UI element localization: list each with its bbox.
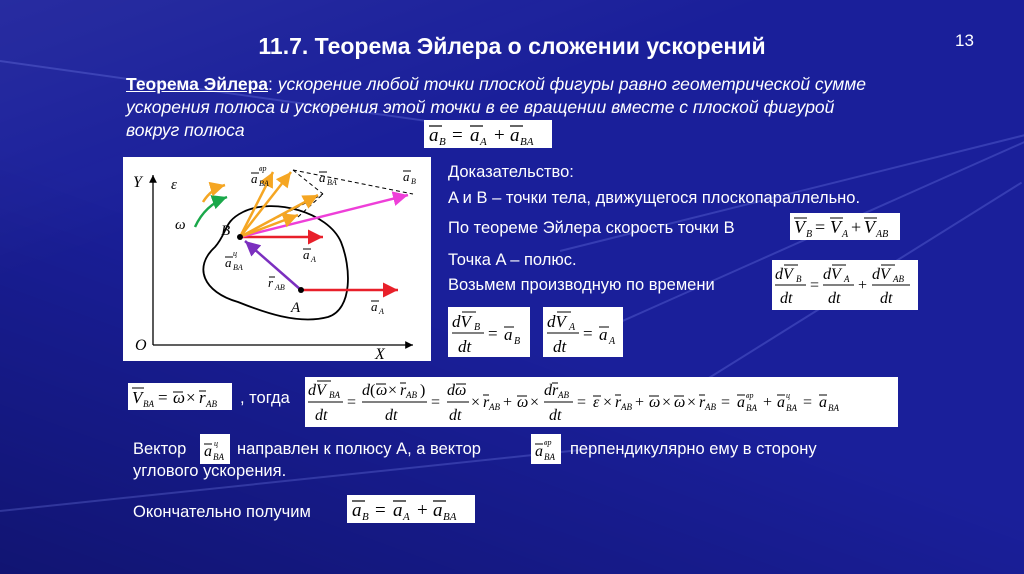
svg-text:BA: BA (544, 452, 555, 462)
svg-text:=: = (158, 388, 168, 407)
theorem-label: Теорема Эйлера (126, 74, 268, 94)
svg-text:ц: ц (233, 249, 237, 258)
svg-text:BA: BA (329, 390, 340, 400)
svg-text:A: A (379, 307, 384, 316)
svg-text:dt: dt (449, 407, 462, 424)
svg-text:+: + (503, 394, 513, 411)
svg-text:=: = (488, 324, 498, 343)
svg-text:dV: dV (775, 266, 793, 283)
svg-text:dt: dt (828, 290, 841, 307)
r-ab-label: r (268, 275, 274, 290)
svg-text:ω: ω (649, 394, 661, 411)
derivative-formula (772, 260, 918, 310)
svg-text:=: = (583, 324, 593, 343)
final-formula (347, 495, 475, 523)
x-axis-label: X (375, 346, 385, 361)
svg-text:AB: AB (489, 402, 500, 412)
svg-text:A: A (844, 274, 850, 284)
svg-text:a: a (504, 325, 513, 344)
svg-text:AB: AB (621, 402, 632, 412)
svg-text:V: V (864, 217, 875, 237)
svg-text:dV: dV (823, 266, 841, 283)
svg-text:вр: вр (746, 391, 754, 400)
theorem-formula (424, 120, 552, 148)
svg-text:dt: dt (549, 407, 562, 424)
svg-text:BA: BA (520, 136, 534, 148)
acceleration-chain-formula (305, 377, 898, 427)
svg-text:A: A (480, 136, 487, 148)
svg-text:a: a (429, 125, 439, 146)
svg-text:=: = (721, 394, 731, 411)
svg-text:ω: ω (173, 388, 186, 407)
svg-text:ω: ω (674, 394, 686, 411)
svg-text:×: × (687, 394, 697, 411)
derivative-b-formula (448, 307, 530, 357)
svg-text:B: B (796, 274, 802, 284)
svg-text:+: + (763, 394, 773, 411)
a-ba-rotational-symbol (531, 434, 561, 464)
svg-text:BA: BA (213, 452, 224, 462)
svg-text:BA: BA (143, 399, 154, 409)
svg-text:AB: AB (558, 390, 569, 400)
svg-text:+: + (417, 500, 428, 521)
svg-text:×: × (662, 394, 672, 411)
svg-text:+: + (851, 217, 862, 237)
svg-text:dt: dt (458, 337, 472, 356)
svg-text:BA: BA (786, 403, 797, 413)
svg-text:(: ( (370, 382, 376, 399)
proof-line-3: Точка A – полюс. (448, 251, 577, 269)
svg-text:+: + (858, 277, 868, 294)
svg-text:AB: AB (893, 274, 904, 284)
page-number: 13 (955, 31, 974, 50)
svg-text:r: r (483, 394, 490, 411)
svg-text:A: A (842, 229, 849, 240)
svg-text:BA: BA (443, 511, 457, 523)
svg-text:B: B (474, 322, 481, 333)
svg-text:B: B (411, 177, 416, 186)
a-b-label: a (403, 169, 410, 184)
svg-text:=: = (803, 394, 813, 411)
svg-text:dt: dt (553, 337, 567, 356)
svg-text:dt: dt (880, 290, 893, 307)
svg-text:dV: dV (872, 266, 890, 283)
svg-text:AB: AB (705, 402, 716, 412)
svg-text:dω: dω (447, 382, 467, 399)
svg-text:a: a (599, 325, 608, 344)
svg-text:a: a (819, 394, 827, 411)
svg-text:V: V (132, 388, 143, 407)
svg-text:вр: вр (544, 438, 552, 447)
svg-text:a: a (352, 500, 362, 521)
a-ba-centripetal-symbol (200, 434, 230, 464)
velocity-formula (790, 213, 900, 240)
svg-text:a: a (470, 125, 480, 146)
svg-text:a: a (510, 125, 520, 146)
vector-sentence-part2: направлен к полюсу A, а вектор (237, 440, 481, 458)
svg-text:a: a (393, 500, 403, 521)
theorem-colon: : (268, 74, 273, 94)
svg-text:dV: dV (547, 312, 566, 331)
slide-title: 11.7. Теорема Эйлера о сложении ускорений (258, 33, 766, 59)
svg-text:V: V (830, 217, 841, 237)
svg-text:a: a (737, 394, 745, 411)
svg-text:BA: BA (259, 179, 269, 188)
svg-text:a: a (777, 394, 785, 411)
kinematics-diagram (123, 157, 431, 361)
proof-line-4: Возьмем производную по времени (448, 276, 715, 294)
svg-text:B: B (362, 511, 369, 523)
svg-text:dt: dt (780, 290, 793, 307)
proof-line-2: По теореме Эйлера скорость точки B (448, 219, 735, 237)
a-a-label: a (303, 247, 310, 262)
svg-text:A: A (609, 336, 616, 347)
svg-text:A: A (403, 511, 410, 523)
svg-text:=: = (815, 217, 826, 237)
svg-text:r: r (199, 388, 206, 407)
svg-text:×: × (388, 382, 398, 399)
svg-text:×: × (603, 394, 613, 411)
svg-text:ц: ц (214, 439, 218, 448)
a-a-label-2: a (371, 299, 378, 314)
svg-text:a: a (204, 443, 212, 460)
svg-text:a: a (433, 500, 443, 521)
svg-text:AB: AB (876, 229, 889, 240)
svg-text:=: = (375, 500, 386, 521)
svg-text:BA: BA (327, 178, 337, 187)
derivative-a-formula (543, 307, 623, 357)
svg-text:вр: вр (259, 164, 267, 173)
svg-text:dV: dV (452, 312, 471, 331)
svg-text:a: a (535, 443, 543, 460)
svg-text:ц: ц (786, 391, 790, 400)
svg-text:BA: BA (746, 403, 757, 413)
svg-text:r: r (615, 394, 622, 411)
point-a-label: A (291, 300, 301, 316)
svg-text:A: A (569, 322, 576, 333)
point-b-label: B (221, 223, 231, 239)
svg-text:r: r (400, 382, 407, 399)
svg-text:r: r (699, 394, 706, 411)
svg-text:AB: AB (275, 283, 285, 292)
a-ba-c-label: a (225, 255, 232, 270)
svg-text:=: = (431, 394, 441, 411)
omega-label: ω (175, 217, 186, 233)
theorem-text: ускорение любой точки плоской фигуры равно геометрической сумме ускорения полюса и ускорения этой точки в ее вращении вместе с плоской фигурой вокруг полюса (126, 74, 866, 140)
svg-text:BA: BA (233, 263, 243, 272)
svg-text:ω: ω (376, 382, 388, 399)
svg-text:A: A (311, 255, 316, 264)
svg-text:B: B (806, 229, 813, 240)
svg-text:=: = (577, 394, 587, 411)
proof-heading: Доказательство: (448, 163, 574, 181)
svg-text:BA: BA (828, 403, 839, 413)
vector-sentence-part4: углового ускорения. (133, 462, 287, 480)
svg-text:×: × (530, 394, 540, 411)
origin-label: O (135, 337, 147, 354)
svg-text:V: V (794, 217, 805, 237)
svg-text:dt: dt (315, 407, 328, 424)
y-axis-label: Y (133, 174, 142, 191)
svg-text:B: B (439, 136, 446, 148)
svg-text:ω: ω (517, 394, 529, 411)
svg-text:=: = (810, 277, 820, 294)
svg-text:=: = (452, 125, 463, 146)
a-ba-label: a (319, 170, 326, 185)
vector-sentence-part1: Вектор (133, 440, 187, 458)
proof-line-1: A и B – точки тела, движущегося плоскопараллельно. (448, 189, 861, 207)
svg-text:×: × (186, 388, 196, 407)
a-ba-vr-label: a (251, 171, 258, 186)
svg-text:): ) (420, 382, 426, 399)
svg-text:AB: AB (206, 399, 217, 409)
svg-text:=: = (347, 394, 357, 411)
epsilon-label: ε (171, 177, 177, 193)
svg-text:B: B (514, 336, 521, 347)
svg-text:ε: ε (593, 394, 600, 411)
svg-text:dr: dr (544, 382, 559, 399)
v-ba-formula (128, 383, 232, 410)
svg-text:+: + (494, 125, 505, 146)
svg-text:AB: AB (406, 390, 417, 400)
svg-text:dt: dt (385, 407, 398, 424)
final-text: Окончательно получим (133, 503, 311, 521)
svg-text:d: d (362, 382, 370, 399)
svg-text:×: × (471, 394, 481, 411)
then-text: , тогда (240, 389, 290, 407)
svg-text:+: + (635, 394, 645, 411)
vector-sentence-part3: перпендикулярно ему в сторону (570, 440, 817, 458)
svg-text:dV: dV (308, 382, 326, 399)
